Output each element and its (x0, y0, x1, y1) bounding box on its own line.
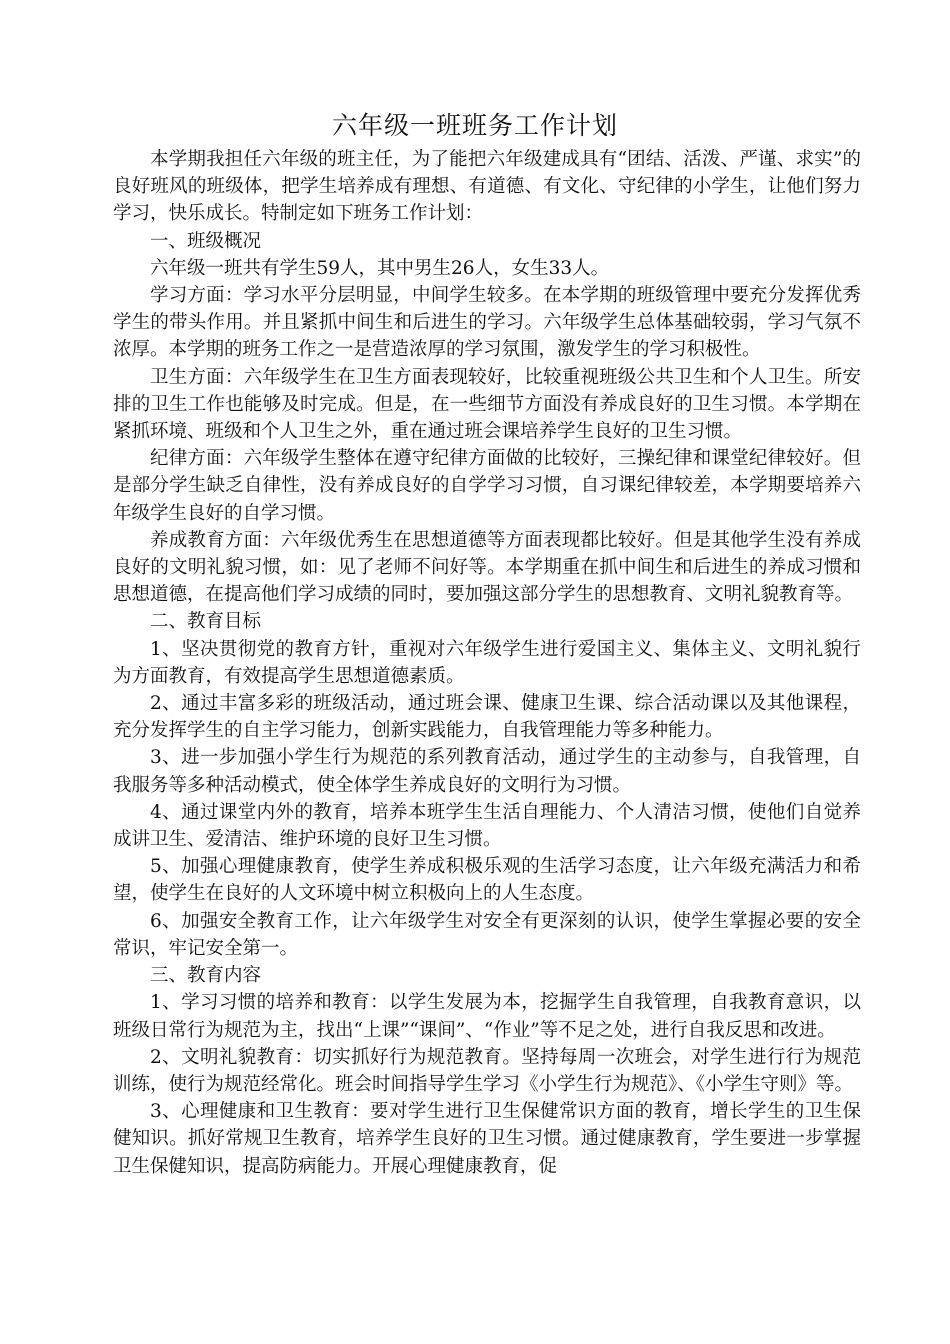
goal-item-3: 3、进一步加强小学生行为规范的系列教育活动，通过学生的主动参与，自我管理，自我服务等多种活动模式，使全体学生养成良好的文明行为习惯。 (113, 747, 861, 796)
paragraph-hygiene: 卫生方面：六年级学生在卫生方面表现较好，比较重视班级公共卫生和个人卫生。所安排的卫生工作也能够及时完成。但是，在一些细节方面没有养成良好的卫生习惯。本学期在紧抓环境、班级和个人卫生之外，重在通过班会课培养学生良好的卫生习惯。 (113, 366, 861, 443)
content-item-1: 1、学习习惯的培养和教育：以学生发展为本，挖掘学生自我管理，自我教育意识，以班级日常行为规范为主，找出“上课”“课间”、“作业”等不足之处，进行自我反思和改进。 (113, 992, 861, 1041)
paragraph-class-size: 六年级一班共有学生59人，其中男生26人，女生33人。 (150, 257, 610, 279)
goal-item-6: 6、加强安全教育工作，让六年级学生对安全有更深刻的认识，使学生掌握必要的安全常识，牢记安全第一。 (113, 910, 861, 959)
section-heading-overview: 一、班级概况 (150, 230, 262, 252)
section-heading-goals: 二、教育目标 (150, 611, 262, 633)
paragraph-discipline: 纪律方面：六年级学生整体在遵守纪律方面做的比较好，三操纪律和课堂纪律较好。但是部分学生缺乏自律性，没有养成良好的自学学习习惯，自习课纪律较差，本学期要培养六年级学生良好的自学习惯。 (113, 448, 861, 524)
paragraph-study: 学习方面：学习水平分层明显，中间学生较多。在本学期的班级管理中要充分发挥优秀学生的带头作用。并且紧抓中间生和后进生的学习。六年级学生总体基础较弱，学习气氛不浓厚。本学期的班务工作之一是营造浓厚的学习氛围，激发学生的学习积极性。 (113, 285, 861, 361)
content-item-3: 3、心理健康和卫生教育：要对学生进行卫生保健常识方面的教育，增长学生的卫生保健知识。抓好常规卫生教育，培养学生良好的卫生习惯。通过健康教育，学生要进一步掌握卫生保健知识，提高防病能力。开展心理健康教育，促 (113, 1101, 861, 1177)
goal-item-5: 5、加强心理健康教育，使学生养成积极乐观的生活学习态度，让六年级充满活力和希望，使学生在良好的人文环境中树立积极向上的人生态度。 (113, 856, 861, 905)
goal-item-1: 1、坚决贯彻党的教育方针，重视对六年级学生进行爱国主义、集体主义、文明礼貌行为方面教育，有效提高学生思想道德素质。 (113, 638, 861, 687)
paragraph-habits: 养成教育方面：六年级优秀生在思想道德等方面表现都比较好。但是其他学生没有养成良好的文明礼貌习惯，如：见了老师不问好等。本学期重在抓中间生和后进生的养成习惯和思想道德，在提高他们学习成绩的同时，要加强这部分学生的思想教育、文明礼貌教育等。 (113, 529, 861, 606)
goal-item-2: 2、通过丰富多彩的班级活动，通过班会课、健康卫生课、综合活动课以及其他课程，充分发挥学生的自主学习能力，创新实践能力，自我管理能力等多种能力。 (113, 693, 861, 742)
section-heading-content: 三、教育内容 (150, 965, 262, 987)
intro-paragraph: 本学期我担任六年级的班主任，为了能把六年级建成具有“团结、活泼、严谨、求实”的良好班风的班级体，把学生培养成有理想、有道德、有文化、守纪律的小学生，让他们努力学习，快乐成长。特制定如下班务工作计划： (113, 149, 861, 225)
document-title: 六年级一班班务工作计划 (331, 111, 618, 140)
document-body (113, 146, 861, 1180)
goal-item-4: 4、通过课堂内外的教育，培养本班学生生活自理能力、个人清洁习惯，使他们自觉养成讲卫生、爱清洁、维护环境的良好卫生习惯。 (113, 801, 861, 851)
content-item-2: 2、文明礼貌教育：切实抓好行为规范教育。坚持每周一次班会，对学生进行行为规范训练，使行为规范经常化。班会时间指导学生学习《小学生行为规范》、《小学生守则》等。 (113, 1046, 861, 1095)
